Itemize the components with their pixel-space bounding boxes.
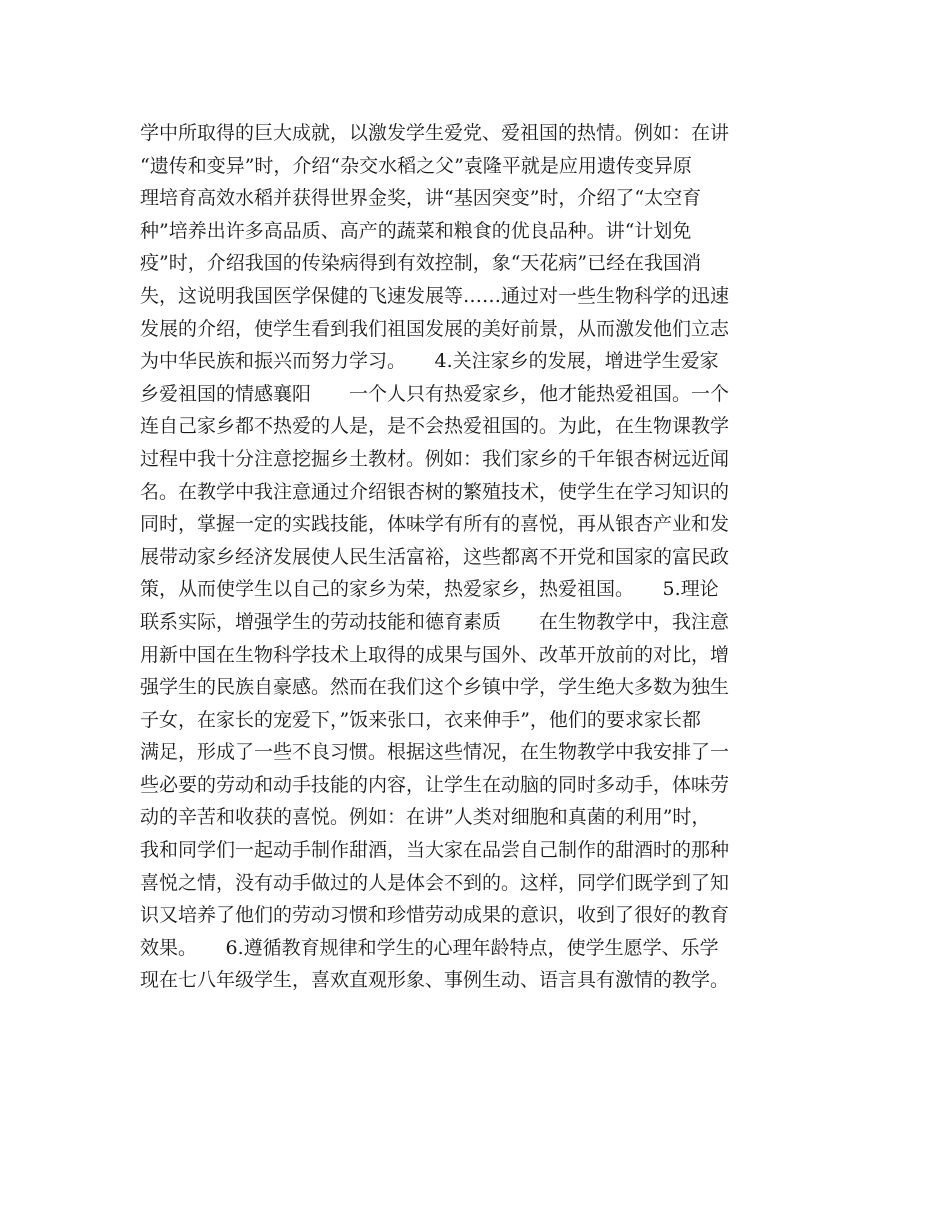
text-line: 策，从而使学生以自己的家乡为荣，热爱家乡，热爱祖国。 5.理论 xyxy=(140,578,719,601)
text-line: 强学生的民族自豪感。然而在我们这个乡镇中学，学生绝大多数为独生 xyxy=(140,676,730,699)
text-line: 连自己家乡都不热爱的人是，是不会热爱祖国的。为此，在生物课教学 xyxy=(140,415,730,438)
text-line: 失，这说明我国医学保健的飞速发展等……通过对一些生物科学的迅速 xyxy=(140,284,730,307)
text-line: 现在七八年级学生，喜欢直观形象、事例生动、语言具有激情的教学。 xyxy=(140,969,730,992)
text-line: 识又培养了他们的劳动习惯和珍惜劳动成果的意识，收到了很好的教育 xyxy=(140,904,730,927)
text-line: 疫”时，介绍我国的传染病得到有效控制，象“天花病”已经在我国消 xyxy=(140,252,702,275)
text-line: 过程中我十分注意挖掘乡土教材。例如：我们家乡的千年银杏树远近闻 xyxy=(140,447,730,470)
text-line: 展带动家乡经济发展使人民生活富裕，这些都离不开党和国家的富民政 xyxy=(140,545,730,568)
text-line: 喜悦之情，没有动手做过的人是体会不到的。这样，同学们既学到了知 xyxy=(140,871,730,894)
text-line: 同时，掌握一定的实践技能，体味学有所有的喜悦，再从银杏产业和发 xyxy=(140,513,730,536)
text-line: 发展的介绍，使学生看到我们祖国发展的美好前景，从而激发他们立志 xyxy=(140,317,730,340)
text-line: 为中华民族和振兴而努力学习。 4.关注家乡的发展，增进学生爱家 xyxy=(140,350,719,373)
text-line: 乡爱祖国的情感襄阳 一个人只有热爱家乡，他才能热爱祖国。一个 xyxy=(140,382,730,405)
text-line: “遗传和变异”时，介绍“杂交水稻之父”袁隆平就是应用遗传变异原 xyxy=(140,154,692,177)
text-line: 子女，在家长的宠爱下，”饭来张口，衣来伸手”，他们的要求家长都 xyxy=(140,708,701,731)
text-line: 种”培养出许多高品质、高产的蔬菜和粮食的优良品种。讲“计划免 xyxy=(140,219,692,242)
body-text xyxy=(140,117,820,997)
text-line: 学中所取得的巨大成就，以激发学生爱党、爱祖国的热情。例如：在讲 xyxy=(140,122,730,144)
text-line: 我和同学们一起动手制作甜酒，当大家在品尝自己制作的甜酒时的那种 xyxy=(140,839,730,862)
text-line: 联系实际，增强学生的劳动技能和德育素质 在生物教学中，我注意 xyxy=(140,610,730,633)
text-line: 用新中国在生物科学技术上取得的成果与国外、改革开放前的对比，增 xyxy=(140,643,730,666)
text-line: 动的辛苦和收获的喜悦。例如：在讲”人类对细胞和真菌的利用”时， xyxy=(140,806,711,829)
text-line: 理培育高效水稻并获得世界金奖，讲“基因突变”时，介绍了“太空育 xyxy=(140,187,702,210)
text-line: 满足，形成了一些不良习惯。根据这些情况，在生物教学中我安排了一 xyxy=(140,741,730,764)
text-line: 效果。 6.遵循教育规律和学生的心理年龄特点，使学生愿学、乐学 xyxy=(140,936,719,959)
text-line: 些必要的劳动和动手技能的内容，让学生在动脑的同时多动手，体味劳 xyxy=(140,773,730,796)
text-line: 名。在教学中我注意通过介绍银杏树的繁殖技术，使学生在学习知识的 xyxy=(140,480,730,503)
